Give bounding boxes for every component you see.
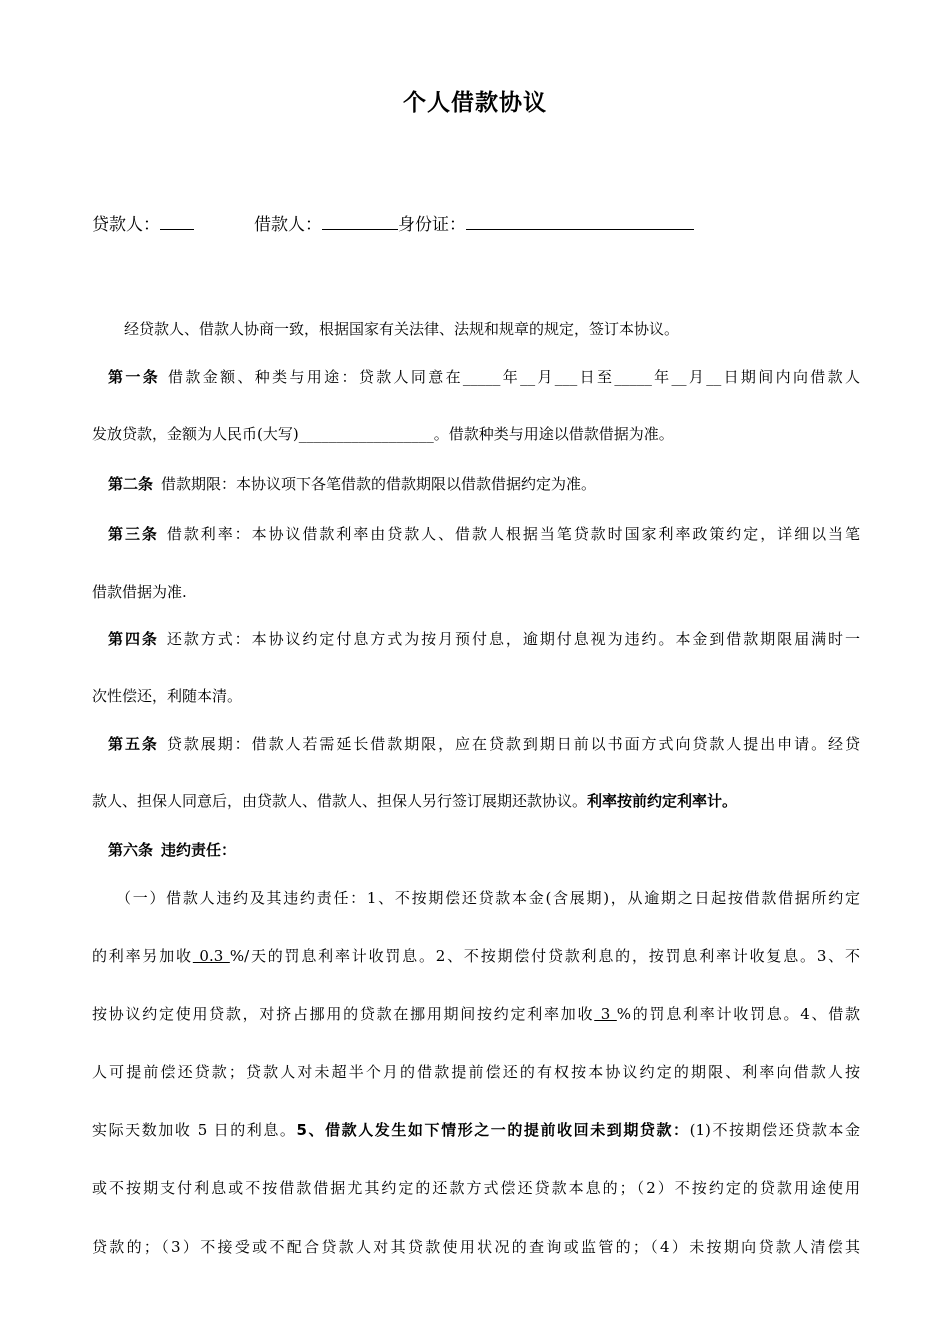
lender-blank[interactable]: [160, 211, 194, 230]
article-6-line-1: （一）借款人违约及其违约责任：1、不按期偿还贷款本金(含展期)，从逾期之日起按借款借据所约定: [116, 889, 860, 907]
id-blank[interactable]: [466, 211, 694, 230]
article-1-number: 第一条: [108, 368, 161, 386]
article-6-number: 第六条: [108, 841, 154, 859]
article-5-number: 第五条: [108, 735, 159, 753]
article-2-number: 第二条: [108, 475, 154, 493]
article-4-number: 第四条: [108, 630, 159, 648]
penalty-rate-daily: 0.3: [192, 947, 230, 965]
article-2: 第二条 借款期限：本协议项下各笔借款的借款期限以借款借据约定为准。: [108, 475, 597, 493]
article-6-line-3: 按协议约定使用贷款，对挤占挪用的贷款在挪用期间按约定利率加收 3 %的罚息利率计收罚息。4、借款: [92, 1005, 860, 1023]
article-5-bold-note: 利率按前约定利率计。: [587, 792, 738, 810]
article-6-line-4: 人可提前偿还贷款；贷款人对未超半个月的借款提前偿还的有权按本协议约定的期限、利率向借款人按: [92, 1063, 860, 1081]
article-4-line-2: 次性偿还，利随本清。: [92, 687, 243, 705]
article-4-line-1: 第四条 还款方式：本协议约定付息方式为按月预付息，逾期付息视为违约。本金到借款期限届满时一: [108, 630, 860, 648]
penalty-rate-misuse: 3: [594, 1005, 617, 1023]
intro-paragraph: 经贷款人、借款人协商一致，根据国家有关法律、法规和规章的规定，签订本协议。: [124, 320, 680, 338]
lender-label: 贷款人：: [92, 215, 160, 235]
article-3-number: 第三条: [108, 525, 159, 543]
article-1-line-2: 发放贷款，金额为人民币(大写)__________________。借款种类与用途以借款借据为准。: [92, 425, 674, 443]
borrower-blank[interactable]: [322, 211, 398, 230]
article-6-line-6: 或不按期支付利息或不按借款借据尤其约定的还款方式偿还贷款本息的；（2）不按约定的贷款用途使用: [92, 1179, 860, 1197]
document-title: 个人借款协议: [403, 89, 547, 116]
borrower-label: 借款人：: [254, 215, 322, 235]
article-6-heading: 第六条 违约责任：: [108, 841, 237, 859]
article-6-line-7: 贷款的；（3）不接受或不配合贷款人对其贷款使用状况的查询或监管的；（4）未按期向贷款人清偿其: [92, 1238, 860, 1256]
article-6-line-2: 的利率另加收 0.3 %/天的罚息利率计收罚息。2、不按期偿付贷款利息的，按罚息利率计收复息。3、不: [92, 947, 860, 965]
parties-line: [92, 210, 694, 235]
article-5-line-1: 第五条 贷款展期：借款人若需延长借款期限，应在贷款到期日前以书面方式向贷款人提出申请。经贷: [108, 735, 860, 753]
article-5-line-2: 款人、担保人同意后，由贷款人、借款人、担保人另行签订展期还款协议。利率按前约定利率计。: [92, 792, 738, 810]
article-3-line-1: 第三条 借款利率：本协议借款利率由贷款人、借款人根据当笔贷款时国家利率政策约定，详细以当笔: [108, 525, 860, 543]
article-3-line-2: 借款借据为准.: [92, 583, 187, 601]
article-6-bold-clause: 5、借款人发生如下情形之一的提前收回未到期贷款：: [296, 1121, 690, 1139]
article-1-line-1: 第一条 借款金额、种类与用途：贷款人同意在_____年__月___日至_____年__月__日期间内向借款人: [108, 368, 860, 386]
article-6-line-5: 实际天数加收 5 日的利息。5、借款人发生如下情形之一的提前收回未到期贷款：(1)不按期偿还贷款本金: [92, 1121, 861, 1139]
id-label: 身份证：: [398, 215, 466, 235]
